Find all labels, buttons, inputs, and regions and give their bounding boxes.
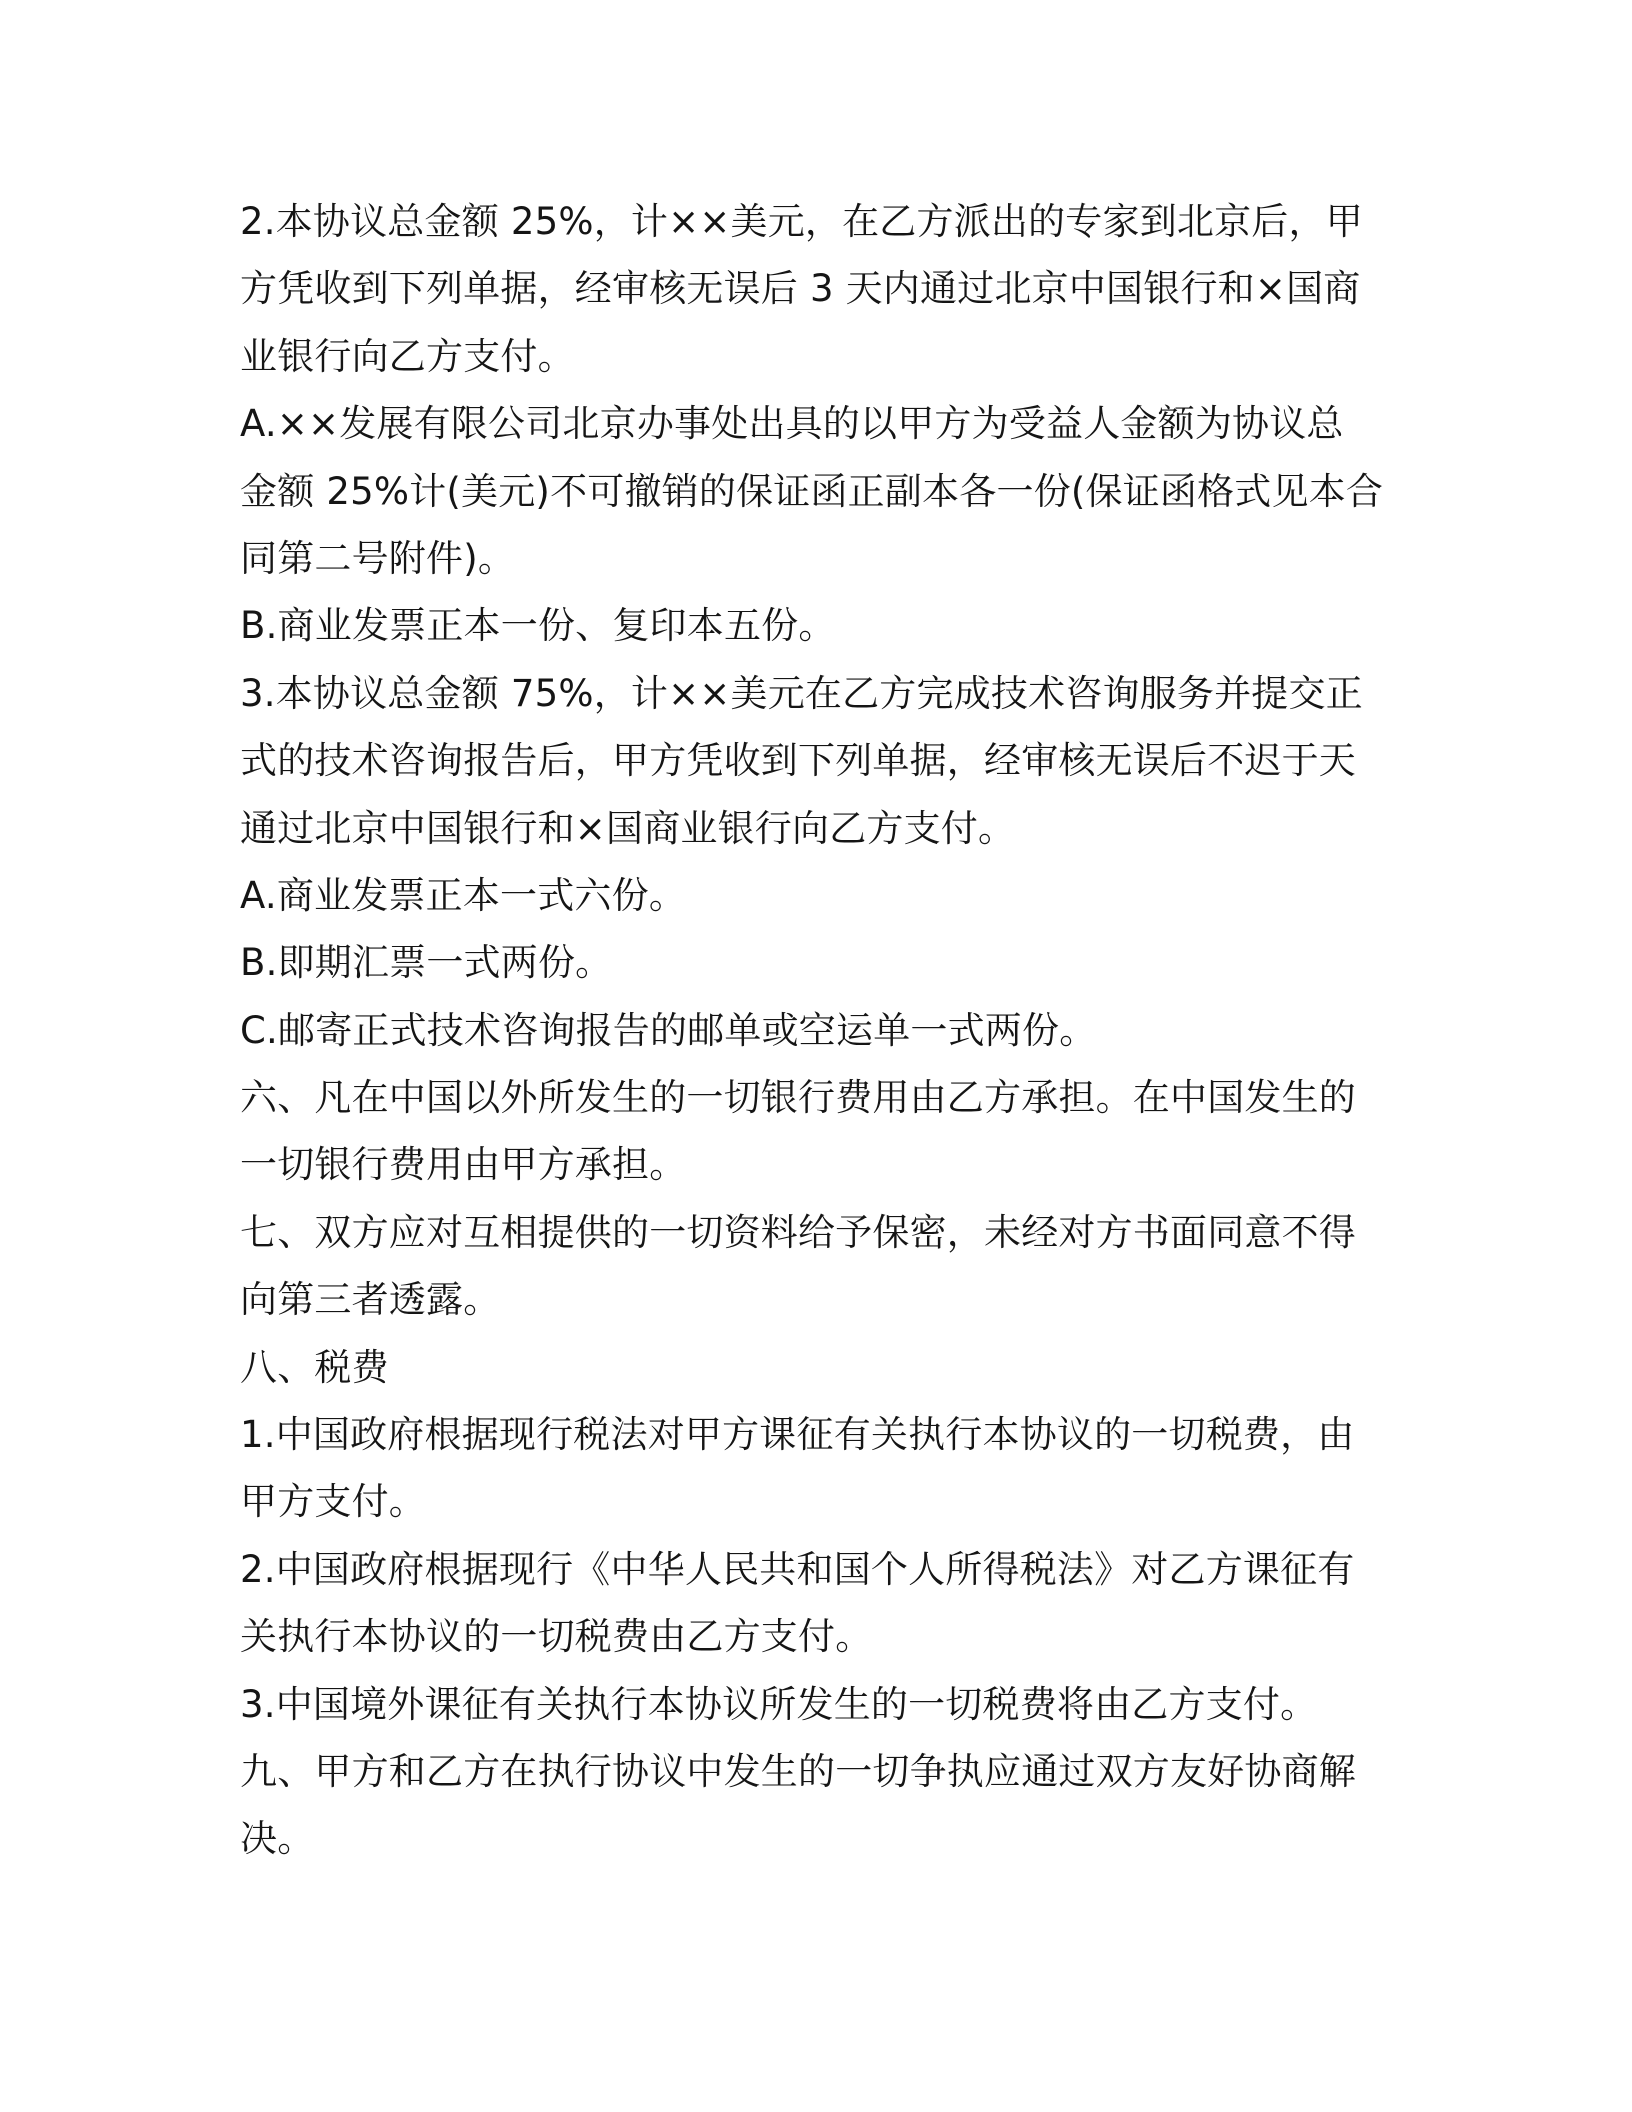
text-line: 方凭收到下列单据，经审核无误后 3 天内通过北京中国银行和×国商	[240, 267, 1361, 311]
clause-7-paragraph	[240, 1199, 1380, 1334]
clause-8-3-paragraph	[240, 1671, 1380, 1738]
clause-8-2-paragraph	[240, 1536, 1380, 1671]
text-line: C.邮寄正式技术咨询报告的邮单或空运单一式两份。	[240, 1008, 1097, 1052]
text-line: 3.本协议总金额 75%，计××美元在乙方完成技术咨询服务并提交正	[240, 671, 1363, 715]
text-line: 六、凡在中国以外所发生的一切银行费用由乙方承担。在中国发生的	[240, 1076, 1356, 1120]
clause-5-2-a-paragraph	[240, 390, 1384, 592]
text-line: 甲方支付。	[240, 1480, 426, 1524]
clause-6-paragraph	[240, 1064, 1380, 1199]
text-line: 2.中国政府根据现行《中华人民共和国个人所得税法》对乙方课征有	[240, 1547, 1355, 1591]
text-line: 通过北京中国银行和×国商业银行向乙方支付。	[240, 806, 1016, 850]
text-line: 1.中国政府根据现行税法对甲方课征有关执行本协议的一切税费，由	[240, 1413, 1355, 1457]
clause-5-3-a-paragraph	[240, 862, 1380, 929]
text-line: B.商业发票正本一份、复印本五份。	[240, 604, 836, 648]
text-line: 向第三者透露。	[240, 1278, 501, 1322]
text-line: B.即期汇票一式两份。	[240, 941, 613, 985]
text-line: A.商业发票正本一式六份。	[240, 873, 687, 917]
text-line: 式的技术咨询报告后，甲方凭收到下列单据，经审核无误后不迟于天	[240, 739, 1356, 783]
text-line: 七、双方应对互相提供的一切资料给予保密，未经对方书面同意不得	[240, 1210, 1356, 1254]
text-line: 2.本协议总金额 25%，计××美元，在乙方派出的专家到北京后，甲	[240, 200, 1363, 243]
text-line: 同第二号附件)。	[240, 536, 516, 580]
clause-5-2-paragraph	[240, 188, 1380, 390]
document-body	[240, 188, 1384, 1873]
text-line: 一切银行费用由甲方承担。	[240, 1143, 687, 1187]
text-line: 业银行向乙方支付。	[240, 334, 575, 378]
text-line: A.××发展有限公司北京办事处出具的以甲方为受益人金额为协议总	[240, 402, 1344, 446]
clause-8-1-paragraph	[240, 1401, 1380, 1536]
text-line: 3.中国境外课征有关执行本协议所发生的一切税费将由乙方支付。	[240, 1682, 1318, 1726]
clause-5-3-c-paragraph	[240, 997, 1380, 1064]
clause-9-paragraph	[240, 1738, 1380, 1873]
section-heading: 八、税费	[240, 1345, 389, 1389]
clause-5-3-paragraph	[240, 660, 1380, 862]
text-line: 九、甲方和乙方在执行协议中发生的一切争执应通过双方友好协商解	[240, 1749, 1356, 1793]
clause-5-2-b-paragraph	[240, 592, 1380, 659]
text-line: 决。	[240, 1817, 315, 1861]
clause-8-heading	[240, 1334, 1380, 1401]
clause-5-3-b-paragraph	[240, 929, 1380, 996]
text-line: 关执行本协议的一切税费由乙方支付。	[240, 1615, 873, 1659]
text-line: 金额 25%计(美元)不可撤销的保证函正副本各一份(保证函格式见本合	[240, 469, 1384, 513]
